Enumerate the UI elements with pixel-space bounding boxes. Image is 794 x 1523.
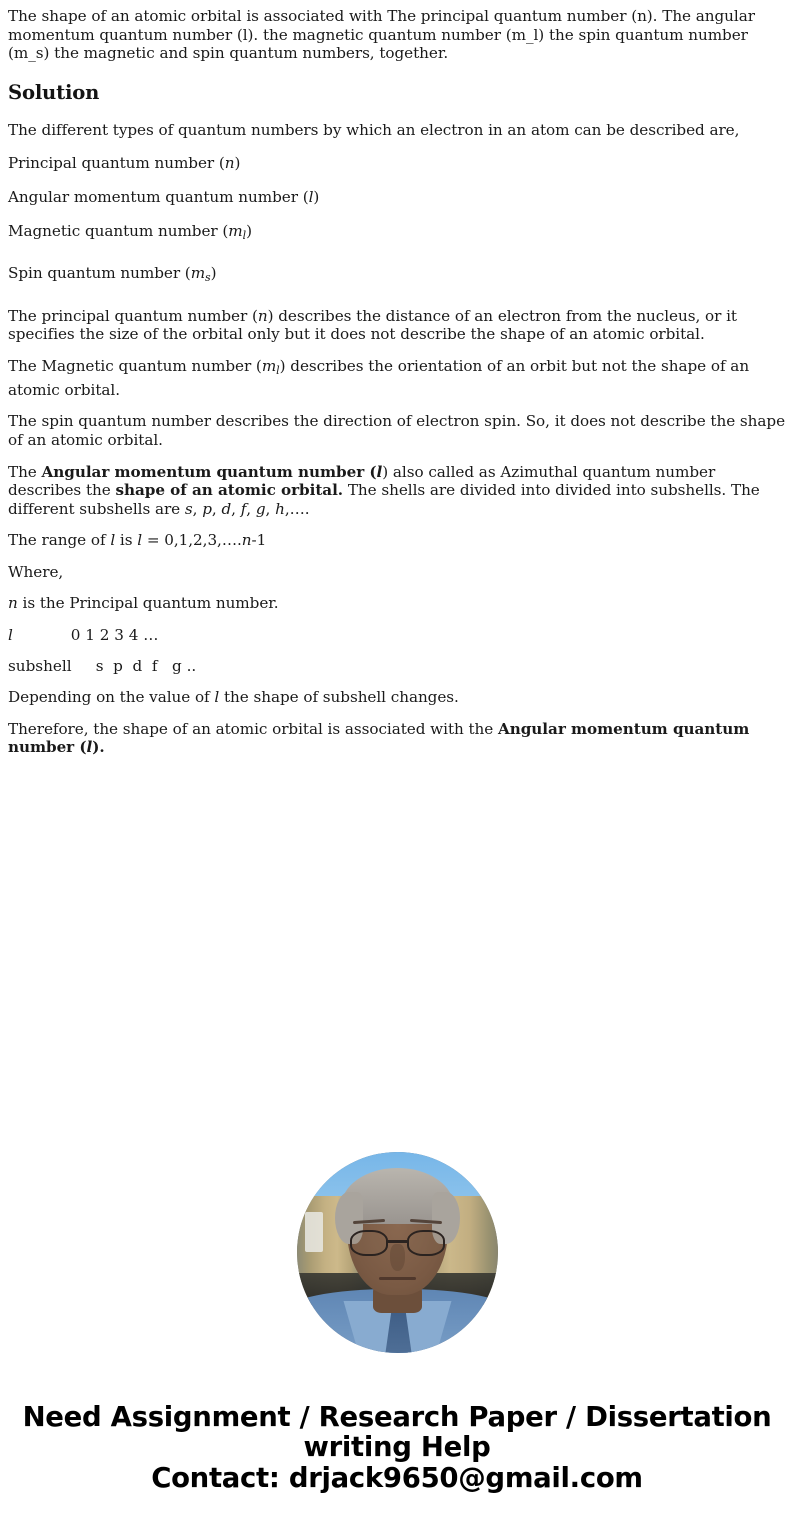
quantum-number-item-principal [8, 154, 790, 173]
photo-wall-outlet [305, 1212, 323, 1252]
italic-symbol-m: m [261, 357, 277, 376]
text-segment: The range of [8, 531, 111, 550]
spacer [8, 613, 790, 626]
qn-symbol: n [224, 154, 235, 173]
text-segment: The shells are divided into divided into subshells. The different subshells are [8, 481, 760, 518]
paragraph-spin: The spin quantum number describes the direction of electron spin. So, it does not describe the shape of an atomic orbital. [8, 412, 786, 449]
text-segment: the shape of subshell changes. [219, 688, 459, 707]
qn-label: Angular momentum quantum number ( [8, 187, 309, 206]
paragraph-principal [8, 307, 790, 344]
promo-block [0, 1402, 794, 1493]
spacer [8, 675, 790, 688]
quantum-number-item-spin [8, 264, 790, 288]
italic-symbol-l: l [214, 688, 220, 707]
spacer [8, 550, 790, 563]
italic-symbol-n: n [257, 306, 268, 325]
qn-symbol: m [228, 221, 243, 240]
avatar [297, 1152, 498, 1353]
qn-subscript: s [205, 271, 211, 285]
text-segment: -1 [251, 531, 267, 550]
text-segment: ) describes the orientation of an orbit but not the shape of an atomic orbital. [8, 357, 750, 399]
qn-label: Spin quantum number ( [8, 264, 191, 283]
spacer [8, 450, 790, 463]
qn-close: ) [210, 264, 217, 283]
qn-symbol: m [190, 264, 206, 283]
text-segment: ) describes the distance of an electron from the nucleus, or it specifies the size of the orbital only but it does not describe the shape of an atomic orbital. [8, 306, 737, 344]
text-segment: The principal quantum number ( [8, 306, 258, 325]
bold-shape-phrase: shape of an atomic orbital. [115, 481, 344, 500]
text-segment: ,…. [284, 499, 310, 518]
text-segment: ) also called as Azimuthal quantum number describes the [8, 462, 716, 500]
subshell-symbol: g [255, 499, 266, 518]
subshell-symbol: d [221, 499, 232, 518]
italic-symbol-l: l [110, 531, 116, 550]
paragraph-range [8, 531, 790, 550]
spacer [8, 245, 790, 264]
text-segment: The [8, 462, 42, 481]
intro-paragraph: The shape of an atomic orbital is associated with The principal quantum number (n). The angular momentum quantum number (l). the magnetic quantum number (m_l) the spin quantum number (m_s) the magnetic and spin quantum numbers, together. [8, 7, 755, 63]
spacer [8, 645, 790, 657]
italic-symbol-l: l [137, 531, 143, 550]
qn-close: ) [246, 221, 252, 240]
quantum-number-item-magnetic [8, 222, 790, 246]
text-segment: Angular momentum quantum number ( [41, 462, 377, 481]
text-segment: = 0,1,2,3,…. [142, 531, 242, 550]
bold-angular-label [42, 463, 383, 481]
photo-eyeglass-bridge [388, 1240, 406, 1242]
spacer [8, 344, 790, 357]
spacer-text [72, 657, 96, 675]
document-body [0, 0, 794, 757]
subshell-symbol: h [275, 499, 285, 518]
photo-eyeglass-left [350, 1230, 388, 1255]
spacer [8, 104, 790, 121]
italic-symbol-n: n [241, 531, 252, 550]
subshell-symbol: p [202, 499, 212, 518]
italic-symbol-n: n [8, 594, 18, 613]
paragraph-magnetic [8, 357, 790, 399]
where-n-definition [8, 594, 790, 613]
text-segment: Angular momentum quantum number ( [8, 719, 750, 757]
subscript-l: l [276, 364, 280, 378]
promo-contact-line: Contact: drjack9650@gmail.com [151, 1462, 643, 1494]
text-segment: Therefore, the shape of an atomic orbital is associated with the [8, 719, 499, 738]
table-row-subshell [8, 657, 790, 676]
text-segment: Depending on the value of [8, 688, 215, 707]
text-segment: The Magnetic quantum number ( [8, 357, 262, 376]
spacer [8, 707, 790, 720]
table-row-values-subshell: s p d f g .. [95, 656, 197, 675]
photo-mouth [379, 1277, 415, 1280]
table-row-values-l: 0 1 2 3 4 … [70, 626, 159, 645]
spacer [8, 288, 790, 307]
photo-nose [390, 1244, 404, 1270]
spacer [8, 399, 790, 412]
subshell-symbol: f [240, 499, 247, 518]
spacer [8, 173, 790, 188]
text-segment: is [115, 531, 138, 550]
qn-close: ) [313, 187, 320, 206]
where-label: Where, [8, 562, 64, 581]
qn-label: Magnetic quantum number ( [8, 221, 229, 240]
paragraph-depending [8, 688, 790, 707]
italic-symbol-l: l [86, 738, 93, 757]
spacer [8, 63, 790, 82]
qn-close: ) [234, 154, 241, 173]
italic-symbol-l: l [376, 462, 383, 481]
promo-line-2: writing Help [303, 1431, 491, 1463]
table-row-label-subshell: subshell [8, 656, 72, 675]
text-segment: is the Principal quantum number. [17, 594, 279, 613]
promo-line-1: Need Assignment / Research Paper / Dissertation [22, 1401, 772, 1433]
text-segment: ). [92, 738, 105, 757]
spacer [8, 581, 790, 594]
subshell-symbol: s [184, 499, 193, 518]
spacer-text [13, 626, 71, 644]
photo-eyeglass-right [407, 1230, 445, 1255]
spacer [8, 139, 790, 154]
qn-label: Principal quantum number ( [8, 154, 225, 173]
solution-heading: Solution [8, 80, 100, 104]
paragraph-angular [8, 463, 790, 519]
paragraph-therefore [8, 720, 790, 757]
table-row-label-l: l [8, 626, 13, 645]
spacer [8, 207, 790, 222]
qn-symbol: l [308, 187, 314, 206]
avatar-photo [297, 1152, 498, 1353]
quantum-number-item-angular [8, 188, 790, 207]
subshell-list: s, p, d, f, g, h [184, 499, 285, 518]
lead-in-paragraph: The different types of quantum numbers by which an electron in an atom can be described are, [8, 120, 740, 139]
qn-subscript: l [242, 228, 247, 242]
spacer [8, 518, 790, 531]
table-row-l [8, 626, 790, 645]
